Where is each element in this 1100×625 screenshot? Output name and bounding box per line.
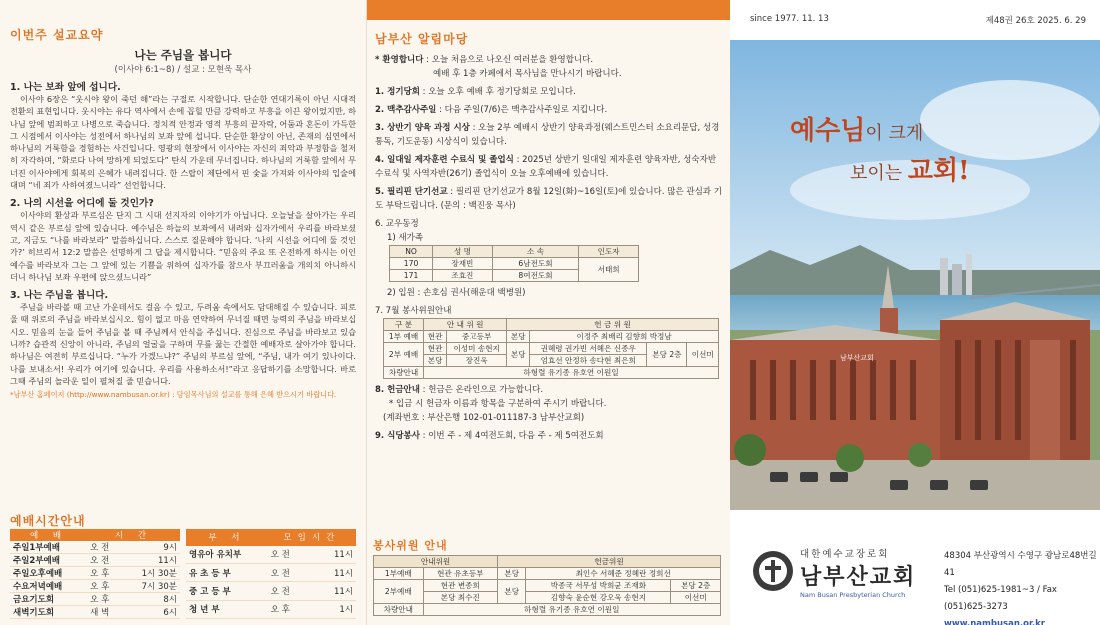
table-row [10, 593, 180, 606]
welcome-label: * 환영합니다 [375, 55, 424, 65]
notice-item-1 [375, 85, 722, 99]
announcement-panel [366, 0, 730, 625]
offering-text: : 헌금은 온라인으로 가능합니다. [419, 385, 544, 395]
sermon-point-1-title: 1. 나는 보좌 앞에 섭니다. [10, 82, 121, 93]
school-hour: 11시 [312, 582, 356, 600]
notice-item-3 [375, 121, 722, 149]
notice-label: 5. 필리핀 단기선교 [375, 187, 448, 197]
table-row [10, 606, 180, 619]
cell: 이선미 [671, 592, 721, 604]
cell: 1부예배 [374, 568, 424, 580]
table-row [374, 580, 721, 592]
serve-table [383, 318, 719, 379]
sermon-point-3-title: 3. 나는 주님을 봅니다. [10, 290, 109, 302]
table-row [384, 343, 719, 355]
cell: 차량안내 [384, 367, 424, 379]
school-time: 오 전 [268, 546, 312, 564]
cell: 본당 [498, 580, 526, 604]
school-name: 청 년 부 [186, 600, 268, 618]
welcome-text: : 오늘 처음으로 나오신 여러분을 환영합니다. [423, 55, 594, 65]
cell: 현관 유초등부 [423, 568, 497, 580]
table-row [186, 546, 356, 564]
table-row [186, 582, 356, 600]
table-row [374, 604, 721, 616]
worship-hour: 1시 30분 [122, 567, 180, 580]
bottom-serve-title: 봉사위원 안내 [373, 539, 448, 552]
cell: 본당 [507, 343, 530, 367]
welcome-item [375, 53, 722, 81]
cell: 엄효선 안정하 송다현 최은희 [530, 355, 647, 367]
notice-label: 3. 상반기 양육 과정 시상 [375, 123, 470, 133]
cell: 171 [390, 270, 433, 282]
notice-item-5 [375, 185, 722, 213]
cell: 현관 변종희 [423, 580, 497, 592]
table-row [186, 600, 356, 618]
serve-title: 7. 7월 봉사위원안내 [375, 306, 452, 316]
worship-time: 새 벽 [87, 606, 122, 619]
cell: 이성미 송현지 [447, 343, 507, 355]
sermon-section-title: 이번주 설교요약 [10, 28, 104, 42]
cell: 최인수 서혜준 정혜란 정희선 [526, 568, 721, 580]
issue-number: 제48권 26호 2025. 6. 29 [985, 16, 1086, 26]
sermon-subtitle: (이사야 6:1~8) / 설교 : 모현욱 목사 [114, 65, 252, 75]
church-name-block [800, 546, 916, 599]
slogan-word-big: 이 크게 [865, 123, 924, 144]
notice-text: : 오늘 2부 예배시 상반기 양육과정(웨스트민스터 소요리문답, 성경통독, 기도운동) 시상식이 있습니다. [375, 123, 720, 147]
cell: 이정주 최배리 김향희 박정남 [530, 331, 719, 343]
cell: 중고등부 [447, 331, 507, 343]
col-dept: 소 속 [492, 246, 579, 258]
sermon-point-2-title: 2. 나의 시선을 어디에 둘 것인가? [10, 198, 154, 210]
school-hour: 1시 [312, 600, 356, 618]
col-leader: 인도자 [579, 246, 639, 258]
cell: 안 내 위 원 [424, 319, 507, 331]
worship-name: 주일1부예배 [10, 541, 87, 554]
denomination: 대한예수교장로회 [800, 549, 890, 560]
school-hour: 11시 [312, 546, 356, 564]
cell: 하형렬 유기종 유호연 이원일 [424, 367, 719, 379]
sermon-point-3-text: 주님을 바라볼 때 고난 가운데서도 걸음 수 있고, 두려움 속에서도 담대해질 수 있습니다. 피로울 때 위로의 주님을 바라보십시오. 힘이 없고 마음 연약하여 무너질 때면 능력의 주님을 바라보십시오. 믿음의 눈을 들어 주님을 볼 때 주님께서 안식을 주십니다. 진심으로 주님을 바라보고 있습니까? 습관적 신앙이 아니라, 주님의 얼굴을 구하며 무릎 꿇는 간절한 예배자로 살아가야 합니다. 하나님은 여전히 부르십니다. “누가 가겠느냐?” 주님의 부르심 앞에, “주님, 내가 여기 있나이다. 나를 보내소서! 우리가 여기에 있습니다. 우리를 사용하소서!”라고 응답하기를 소망합니다. 바로 그때 주님의 놀라운 일이 펼쳐질 줄 믿습니다. [10, 302, 356, 386]
worship-head-name: 예 배 [10, 529, 87, 541]
cell: 헌금위원 [498, 556, 721, 568]
cover-panel [730, 0, 1100, 625]
worship-time: 오 전 [87, 554, 122, 567]
school-hour: 11시 [312, 564, 356, 582]
cell: 본당 최수진 [423, 592, 497, 604]
worship-head-time: 시 간 [87, 529, 180, 541]
notice-label: 1. 정기당회 [375, 87, 420, 97]
cell: 현관 [424, 343, 447, 355]
cell: 서태희 [579, 258, 639, 282]
announcement-section-title: 남부산 알림마당 [375, 32, 469, 46]
sermon-point-1-text: 이사야 6장은 “웃시야 왕이 죽던 해”라는 구절로 시작합니다. 단순한 연대기록이 아닌 시대적 전환의 표현입니다. 웃시야는 유다 역사에서 손에 꼽힐 만큼 강력하고 부흥을 이끈 왕이었지만, 하나님 앞에 범죄하고 나병으로 죽습니다. 정치적 안정과 영적 부흥의 끝자락, 어둠과 혼돈이 가득한 그 시점에서 이사야는 성전에서 하나님의 보좌 앞에 섭니다. 단순한 환상이 아닌, 존재의 심연에서 하나님의 거룩함을 경험하는 사건입니다. 영광의 현장에서 이사야는 자신의 죄악과 부정함을 철저히 자각하며, “화로다 나여 망하게 되었도다” 탄식 가운데 무너집니다. 하나님의 거룩함 앞에서 무너진 이사야에게 회복의 은혜가 내려집니다. 한 스랍이 제단에서 핀 숯을 가져와 이사야의 입술에 대며 “네 죄가 사하여졌느니라” 선언합니다. [10, 94, 356, 191]
slogan-word-visible: 보이는 [850, 163, 908, 184]
new-family-label: 1) 새가족 [387, 233, 424, 243]
cell: 2부 예배 [384, 343, 424, 367]
table-row [374, 568, 721, 580]
church-name: 남부산교회 [800, 565, 917, 590]
offering-label: 8. 헌금안내 [375, 385, 420, 395]
notice-text: : 2025년 상반기 일대일 제자훈련 양육자반, 성숙자반 수료식 및 사역자반(26기) 졸업식이 오늘 오후예배에 있습니다. [375, 155, 717, 179]
notice-label: 4. 일대일 제자훈련 수료식 및 졸업식 [375, 155, 514, 165]
meal-item [375, 429, 722, 443]
slogan-line-2 [850, 150, 970, 187]
meal-text: : 이번 주 - 제 4여전도회, 다음 주 - 제 5여전도회 [419, 431, 604, 441]
notice-text: : 다음 주일(7/6)은 맥추감사주일로 지킵니다. [436, 105, 608, 115]
worship-schedule [10, 529, 356, 619]
phone-fax: Tel (051)625-1981~3 / Fax (051)625-3273 [944, 585, 1057, 612]
notice-label: 2. 맥추감사주일 [375, 105, 437, 115]
cell: 조효진 [433, 270, 493, 282]
worship-time: 오 전 [87, 541, 122, 554]
notice-text: : 오늘 오후 예배 후 정기당회로 모입니다. [419, 87, 576, 97]
slogan-line-1 [790, 110, 923, 147]
contact-block [944, 548, 1100, 625]
sermon-point-2-text: 이사야의 환상과 부르심은 단지 그 시대 선지자의 이야기가 아닙니다. 오늘날을 살아가는 우리 역시 같은 부르심 앞에 있습니다. 예수님은 하늘의 보좌에서 내려와 십자가에서 우리를 바라보셨고, 지금도 “나를 바라보라” 말씀하십니다. 스스로 질문해야 합니다. ‘나의 시선을 어디에 둘 것인가?’ 히브리서 12:2 말씀은 선명하게 그 답을 제시합니다. “믿음의 주요 또 온전하게 하시는 이인 예수를 바라보자 그는 그 앞에 있는 기쁨을 위하여 십자가를 참으사 부끄러움을 개의치 아니하시더니 하나님 보좌 우편에 앉으셨느니라” [10, 210, 356, 282]
offering-item [375, 383, 722, 425]
worship-name: 주일오후예배 [10, 567, 87, 580]
cell: 현관 [424, 331, 447, 343]
member-news-title: 6. 교우동정 [375, 219, 419, 229]
sermon-panel [0, 0, 366, 625]
notice-item-4 [375, 153, 722, 181]
cell: 이선미 [687, 343, 719, 367]
col-no: NO [390, 246, 433, 258]
cell: 차량안내 [374, 604, 424, 616]
cell: 2부예배 [374, 580, 424, 604]
since-date: since 1977. 11. 13 [750, 14, 829, 24]
worship-section-title: 예배시간안내 [10, 514, 86, 528]
worship-hour: 11시 [122, 554, 180, 567]
notice-item-2 [375, 103, 722, 117]
cell: 본당 [498, 568, 526, 580]
worship-hour: 9시 [122, 541, 180, 554]
hospital-note: 2) 입원 : 손호심 권사(해운대 백병원) [387, 288, 526, 298]
worship-time: 오 후 [87, 593, 122, 606]
cell: 박종국 서무성 박희균 조재화 [526, 580, 671, 592]
bottom-serve-table [373, 555, 721, 616]
worship-name: 새벽기도회 [10, 606, 87, 619]
table-row [10, 580, 180, 593]
worship-time: 오 후 [87, 567, 122, 580]
top-bar [367, 0, 730, 20]
school-time: 오 전 [268, 582, 312, 600]
cell: 구 분 [384, 319, 424, 331]
cell: 6남전도회 [492, 258, 579, 270]
worship-hour: 6시 [122, 606, 180, 619]
building-sign: 남부산교회 [840, 354, 874, 362]
school-time: 오 후 [268, 600, 312, 618]
worship-time: 오 후 [87, 580, 122, 593]
cell: 헌 금 위 원 [507, 319, 719, 331]
table-row [390, 258, 639, 270]
table-row [384, 331, 719, 343]
worship-table [10, 529, 180, 619]
school-name: 유 초 등 부 [186, 564, 268, 582]
cell: 본당 2층 [671, 580, 721, 592]
cell: 본당 [424, 355, 447, 367]
cell: 본당 [507, 331, 530, 343]
school-name: 영유아 유치부 [186, 546, 268, 564]
cell: 하형렬 유기종 유호연 이원일 [423, 604, 720, 616]
table-row [10, 554, 180, 567]
school-time: 오 전 [268, 564, 312, 582]
school-head-dept: 부 서 [186, 529, 268, 546]
notice-text: : 필리핀 단기선교가 8월 12일(화)~16일(토)에 있습니다. 많은 관심과 기도 부탁드립니다. (문의 : 백진웅 목사) [375, 187, 722, 211]
school-table [186, 529, 356, 619]
website-link[interactable]: www.nambusan.or.kr [944, 619, 1045, 625]
bottom-serve-box [373, 537, 721, 616]
cell: 김향숙 윤순현 강오욱 송현지 [526, 592, 671, 604]
col-name: 성 명 [433, 246, 493, 258]
cell: 장재빈 [433, 258, 493, 270]
worship-hour: 7시 30분 [122, 580, 180, 593]
cell: 안내위원 [374, 556, 498, 568]
account-number: (계좌번호 : 부산은행 102-01-011187-3 남부산교회) [383, 413, 585, 423]
slogan-word-jesus: 예수님 [790, 116, 866, 146]
worship-hour: 8시 [122, 593, 180, 606]
welcome-text-2: 예배 후 1층 카페에서 목사님을 만나시기 바랍니다. [433, 69, 622, 79]
school-name: 중 고 등 부 [186, 582, 268, 600]
church-emblem-icon [752, 550, 794, 592]
meal-label: 9. 식당봉사 [375, 431, 420, 441]
cell: 본당 2층 [647, 343, 687, 367]
cell: 장진욱 [447, 355, 507, 367]
new-family-table [389, 245, 639, 282]
school-head-time: 모임시간 [268, 529, 356, 546]
slogan-word-church: 교회! [907, 156, 970, 186]
address: 48304 부산광역시 수영구 광남로48번길 41 [944, 551, 1097, 578]
sermon-title: 나는 주님을 봅니다 [134, 48, 232, 62]
worship-name: 수요저녁예배 [10, 580, 87, 593]
table-row [384, 367, 719, 379]
cell: 8여전도회 [492, 270, 579, 282]
cell: 1부 예배 [384, 331, 424, 343]
church-name-en: Nam Busan Presbyterian Church [800, 591, 906, 599]
table-row [10, 567, 180, 580]
table-row [10, 541, 180, 554]
cell: 권혜령 권가빈 서혜은 신종우 [530, 343, 647, 355]
worship-name: 금요기도회 [10, 593, 87, 606]
offering-note: * 입금 시 헌금자 이름과 항목을 구분하여 주시기 바랍니다. [389, 399, 607, 409]
cell: 170 [390, 258, 433, 270]
table-row [186, 564, 356, 582]
worship-name: 주일2부예배 [10, 554, 87, 567]
homepage-note: *남부산 홈페이지 (http://www.nambusan.or.kr) : 담임목사님의 설교를 통해 은혜 받으시기 바랍니다. [10, 390, 337, 400]
table-row [374, 592, 721, 604]
